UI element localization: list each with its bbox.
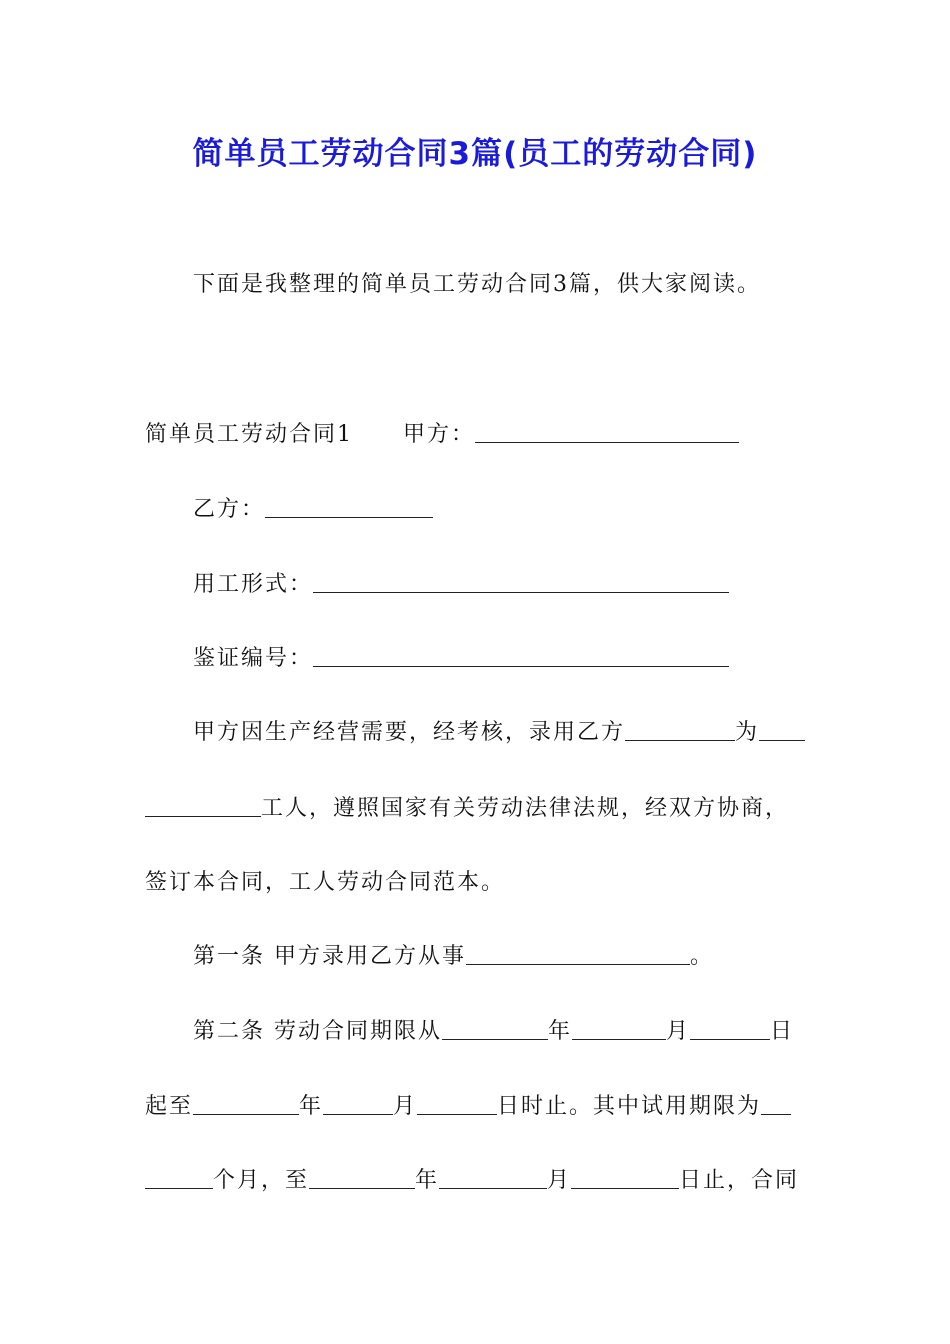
p1-blank-1: [625, 718, 735, 741]
article2-line3: [145, 1166, 799, 1196]
p1-blank-2b: [145, 794, 261, 817]
contract1-heading-line: [145, 420, 739, 450]
art2-blank-5: [323, 1092, 393, 1115]
p1-text-b: 为: [735, 720, 760, 745]
art2-blank-4: [193, 1092, 299, 1115]
article2-line2: [145, 1092, 791, 1122]
employment-form-blank: [313, 570, 729, 593]
art2-blank-8: [309, 1166, 415, 1189]
art2-tail-text: 日止，合同: [679, 1168, 800, 1193]
party-b-blank: [265, 495, 433, 518]
art2-month-2: 月: [393, 1094, 418, 1119]
paragraph1-line2: [145, 794, 789, 824]
art2-year-1: 年: [548, 1019, 573, 1044]
p1-blank-2a: [759, 718, 805, 741]
art2-blank-9: [439, 1166, 547, 1189]
art2-year-3: 年: [415, 1168, 440, 1193]
article1-line: [193, 942, 714, 972]
art2-blank-3: [690, 1017, 770, 1040]
paragraph1-line1: [193, 718, 805, 748]
p1-text-c: 工人，遵照国家有关劳动法律法规，经双方协商，: [261, 796, 790, 821]
art1-text-a: 第一条 甲方录用乙方从事: [193, 944, 466, 969]
document-title: 简单员工劳动合同3篇(员工的劳动合同): [192, 136, 758, 172]
intro-paragraph: 下面是我整理的简单员工劳动合同3篇，供大家阅读。: [193, 272, 761, 297]
party-b-label: 乙方：: [193, 497, 266, 522]
art2-end-text: 日时止。其中试用期限为: [497, 1094, 762, 1119]
cert-number-line: [193, 644, 729, 674]
art2-blank-7a: [761, 1092, 791, 1115]
art2-blank-7b: [145, 1166, 213, 1189]
employment-form-label: 用工形式：: [193, 572, 314, 597]
p1-text-a: 甲方因生产经营需要，经考核，录用乙方: [193, 720, 626, 745]
art2-qizhi: 起至: [145, 1094, 194, 1119]
art2-blank-1: [442, 1017, 548, 1040]
art2-month-1: 月: [666, 1019, 691, 1044]
art2-month-3: 月: [547, 1168, 572, 1193]
party-a-label: 甲方：: [403, 422, 476, 447]
art2-year-2: 年: [299, 1094, 324, 1119]
contract1-heading: 简单员工劳动合同1: [145, 422, 353, 447]
art2-blank-10: [571, 1166, 679, 1189]
cert-number-blank: [313, 644, 729, 667]
art2-months-text: 个月，至: [213, 1168, 310, 1193]
employment-form-line: [193, 570, 729, 600]
art2-day-1: 日: [770, 1019, 795, 1044]
art1-blank: [466, 942, 690, 965]
party-a-blank: [475, 420, 739, 443]
cert-number-label: 鉴证编号：: [193, 646, 314, 671]
art2-blank-2: [572, 1017, 666, 1040]
art2-text-a: 第二条 劳动合同期限从: [193, 1019, 442, 1044]
paragraph1-line3: 签订本合同，工人劳动合同范本。: [145, 870, 506, 895]
art1-text-b: 。: [690, 944, 715, 969]
article2-line1: [193, 1017, 794, 1047]
party-b-line: [193, 495, 433, 525]
art2-blank-6: [417, 1092, 497, 1115]
